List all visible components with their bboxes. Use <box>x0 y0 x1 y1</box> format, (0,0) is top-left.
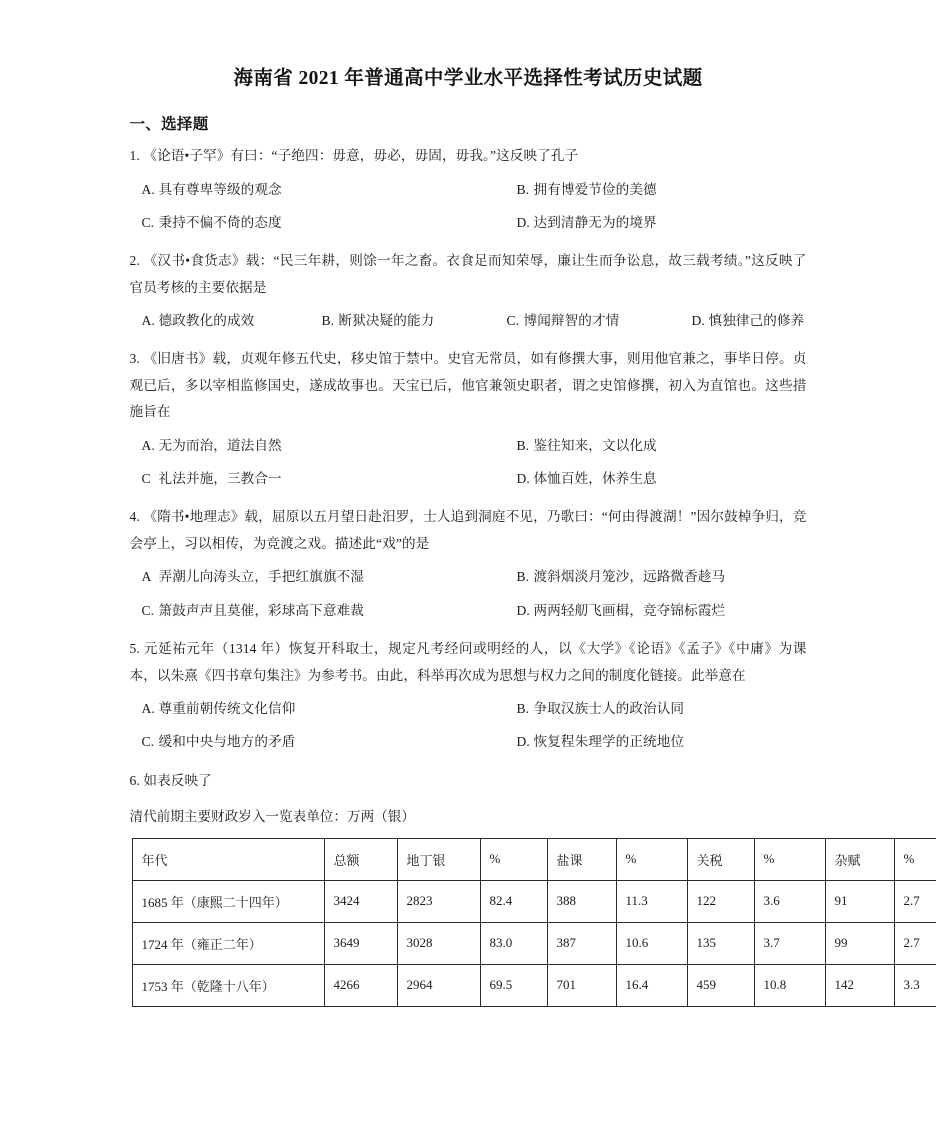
option-text: 争取汉族士人的政治认同 <box>533 701 685 717</box>
column-header-misc: 杂赋 <box>825 838 894 880</box>
option-label: D. <box>516 734 530 750</box>
table-row <box>132 880 936 922</box>
option-b[interactable] <box>517 560 807 593</box>
option-label: A <box>141 569 152 585</box>
option-text: 礼法并施，三教合一 <box>158 471 282 487</box>
option-label: C. <box>141 602 155 618</box>
column-header-land-tax: 地丁银 <box>397 838 480 880</box>
option-a[interactable] <box>142 173 517 206</box>
cell-customs: 459 <box>687 964 754 1006</box>
column-header-year: 年代 <box>132 838 324 880</box>
question-3 <box>130 346 807 495</box>
option-text: 尊重前朝传统文化信仰 <box>158 701 296 717</box>
cell-year: 1685 年（康熙二十四年） <box>132 880 324 922</box>
option-label: A. <box>141 437 155 453</box>
option-label: B. <box>516 701 530 717</box>
cell-salt-tax: 388 <box>547 880 616 922</box>
option-d[interactable] <box>517 594 807 627</box>
question-text: 元延祐元年（1314 年）恢复开科取士，规定凡考经问或明经的人，以《大学》《论语》《孟子》《中庸》为课本，以朱熹《四书章句集注》为参考书。由此，科举再次成为思想与权力之间的制度化链接。此举意在 <box>129 641 807 683</box>
option-label: C <box>141 471 151 487</box>
option-text: 秉持不偏不倚的态度 <box>158 214 282 230</box>
option-label: B. <box>516 569 530 585</box>
question-2 <box>130 248 807 337</box>
column-header-salt-tax-pct: % <box>616 838 687 880</box>
option-c[interactable] <box>142 462 517 495</box>
question-stem <box>130 768 807 795</box>
cell-total: 3424 <box>324 880 397 922</box>
option-b[interactable] <box>517 173 807 206</box>
question-number: 2. <box>129 253 140 269</box>
option-c[interactable] <box>142 725 517 758</box>
option-label: B. <box>321 313 335 329</box>
option-label: A. <box>141 313 155 329</box>
option-text: 无为而治，道法自然 <box>158 437 282 453</box>
option-label: D. <box>691 313 705 329</box>
question-number: 1. <box>129 148 140 163</box>
question-text: 《旧唐书》载，贞观年修五代史，移史馆于禁中。史官无常员，如有修撰大事，则用他官兼之，事毕日停。贞观已后，多以宰相监修国史，遂成故事也。天宝已后，他官兼领史职者，谓之史馆修撰，初入为直馆也。这些措施旨在 <box>129 351 807 420</box>
option-d[interactable] <box>517 462 807 495</box>
option-a[interactable] <box>142 692 517 725</box>
option-label: D. <box>516 471 530 487</box>
question-number: 4. <box>129 509 140 525</box>
option-label: C. <box>141 214 155 230</box>
option-c[interactable] <box>142 594 517 627</box>
option-a[interactable] <box>142 429 517 462</box>
option-text: 恢复程朱理学的正统地位 <box>533 734 685 750</box>
question-4 <box>130 504 807 627</box>
option-label: D. <box>516 214 530 230</box>
cell-land-tax: 2823 <box>397 880 480 922</box>
option-d[interactable] <box>517 725 807 758</box>
cell-salt-tax-pct: 10.6 <box>616 922 687 964</box>
option-label: A. <box>141 181 155 197</box>
column-header-customs-pct: % <box>754 838 825 880</box>
option-text: 箫鼓声声且莫催，彩球高下意难裁 <box>158 602 364 618</box>
question-text: 《汉书•食货志》载：“民三年耕，则馀一年之畜。衣食足而知荣辱，廉让生而争讼息，故三载考绩。”这反映了官员考核的主要依据是 <box>129 253 807 295</box>
option-label: B. <box>516 181 530 197</box>
option-a[interactable] <box>142 304 322 337</box>
option-c[interactable] <box>507 304 692 337</box>
option-a[interactable] <box>142 560 517 593</box>
option-d[interactable] <box>692 304 807 337</box>
section-heading: 一、选择题 <box>129 116 209 133</box>
option-label: B. <box>516 437 530 453</box>
option-text: 断狱决疑的能力 <box>338 313 435 329</box>
option-b[interactable] <box>517 429 807 462</box>
options-list <box>130 560 807 627</box>
cell-total: 4266 <box>324 964 397 1006</box>
option-text: 弄潮儿向涛头立，手把红旗旗不湿 <box>158 569 364 585</box>
column-header-salt-tax: 盐课 <box>547 838 616 880</box>
options-list <box>130 304 807 337</box>
cell-salt-tax: 701 <box>547 964 616 1006</box>
question-1 <box>130 143 807 239</box>
option-text: 博闻辩智的才情 <box>523 313 620 329</box>
cell-land-tax: 3028 <box>397 922 480 964</box>
option-b[interactable] <box>517 692 807 725</box>
finance-table <box>132 838 936 1007</box>
option-label: D. <box>516 602 530 618</box>
cell-customs-pct: 10.8 <box>754 964 825 1006</box>
column-header-total: 总额 <box>324 838 397 880</box>
table-header-row <box>132 838 936 880</box>
cell-year: 1753 年（乾隆十八年） <box>132 964 324 1006</box>
option-text: 慎独律己的修养 <box>708 313 805 329</box>
option-label: C. <box>141 734 155 750</box>
option-label: A. <box>141 701 155 717</box>
option-text: 体恤百姓，休养生息 <box>533 471 657 487</box>
cell-misc-pct: 3.3 <box>894 964 936 1006</box>
cell-customs: 135 <box>687 922 754 964</box>
cell-customs: 122 <box>687 880 754 922</box>
cell-salt-tax-pct: 16.4 <box>616 964 687 1006</box>
question-number: 3. <box>129 351 140 367</box>
column-header-customs: 关税 <box>687 838 754 880</box>
cell-customs-pct: 3.6 <box>754 880 825 922</box>
cell-misc: 142 <box>825 964 894 1006</box>
option-text: 达到清静无为的境界 <box>533 214 657 230</box>
cell-misc: 99 <box>825 922 894 964</box>
question-text: 《隋书•地理志》载，屈原以五月望日赴汨罗，士人追到洞庭不见，乃歌曰：“何由得渡湖！”因尔鼓棹争归，竞会亭上，习以相传，为竞渡之戏。描述此“戏”的是 <box>129 509 807 551</box>
options-list <box>130 173 807 240</box>
question-6 <box>130 768 807 795</box>
cell-salt-tax-pct: 11.3 <box>616 880 687 922</box>
table-row <box>132 964 936 1006</box>
question-number: 6. <box>129 772 140 788</box>
option-text: 具有尊卑等级的观念 <box>158 181 282 197</box>
column-header-misc-pct: % <box>894 838 936 880</box>
cell-misc: 91 <box>825 880 894 922</box>
question-stem <box>130 504 807 557</box>
cell-salt-tax: 387 <box>547 922 616 964</box>
options-list <box>130 692 807 759</box>
table-row <box>132 922 936 964</box>
option-text: 鉴往知来，文以化成 <box>533 437 657 453</box>
option-text: 拥有博爱节俭的美德 <box>533 181 657 197</box>
question-stem <box>130 143 807 170</box>
option-text: 缓和中央与地方的矛盾 <box>158 734 296 750</box>
question-text: 《论语•子罕》有曰：“子绝四：毋意，毋必，毋固，毋我。”这反映了孔子 <box>143 148 579 163</box>
option-d[interactable] <box>517 206 807 239</box>
question-stem <box>130 636 807 689</box>
table-caption: 清代前期主要财政岁入一览表单位：万两（银） <box>129 809 415 825</box>
question-5 <box>130 636 807 759</box>
option-text: 两两轻舠飞画楫，竞夺锦标霞烂 <box>533 602 726 618</box>
column-header-land-tax-pct: % <box>480 838 547 880</box>
option-text: 德政教化的成效 <box>158 313 255 329</box>
question-stem <box>130 346 807 426</box>
cell-land-tax: 2964 <box>397 964 480 1006</box>
question-number: 5. <box>129 641 140 657</box>
cell-land-tax-pct: 69.5 <box>480 964 547 1006</box>
option-label: C. <box>506 313 520 329</box>
exam-page <box>72 0 920 1122</box>
cell-total: 3649 <box>324 922 397 964</box>
cell-misc-pct: 2.7 <box>894 922 936 964</box>
cell-misc-pct: 2.7 <box>894 880 936 922</box>
option-c[interactable] <box>142 206 517 239</box>
option-b[interactable] <box>322 304 507 337</box>
question-text: 如表反映了 <box>143 772 212 788</box>
cell-land-tax-pct: 83.0 <box>480 922 547 964</box>
cell-land-tax-pct: 82.4 <box>480 880 547 922</box>
question-stem <box>130 248 807 301</box>
cell-customs-pct: 3.7 <box>754 922 825 964</box>
cell-year: 1724 年（雍正二年） <box>132 922 324 964</box>
option-text: 渡斜烟淡月笼沙，远路微香趁马 <box>533 569 726 585</box>
options-list <box>130 429 807 496</box>
page-title: 海南省 2021 年普通高中学业水平选择性考试历史试题 <box>233 68 703 89</box>
